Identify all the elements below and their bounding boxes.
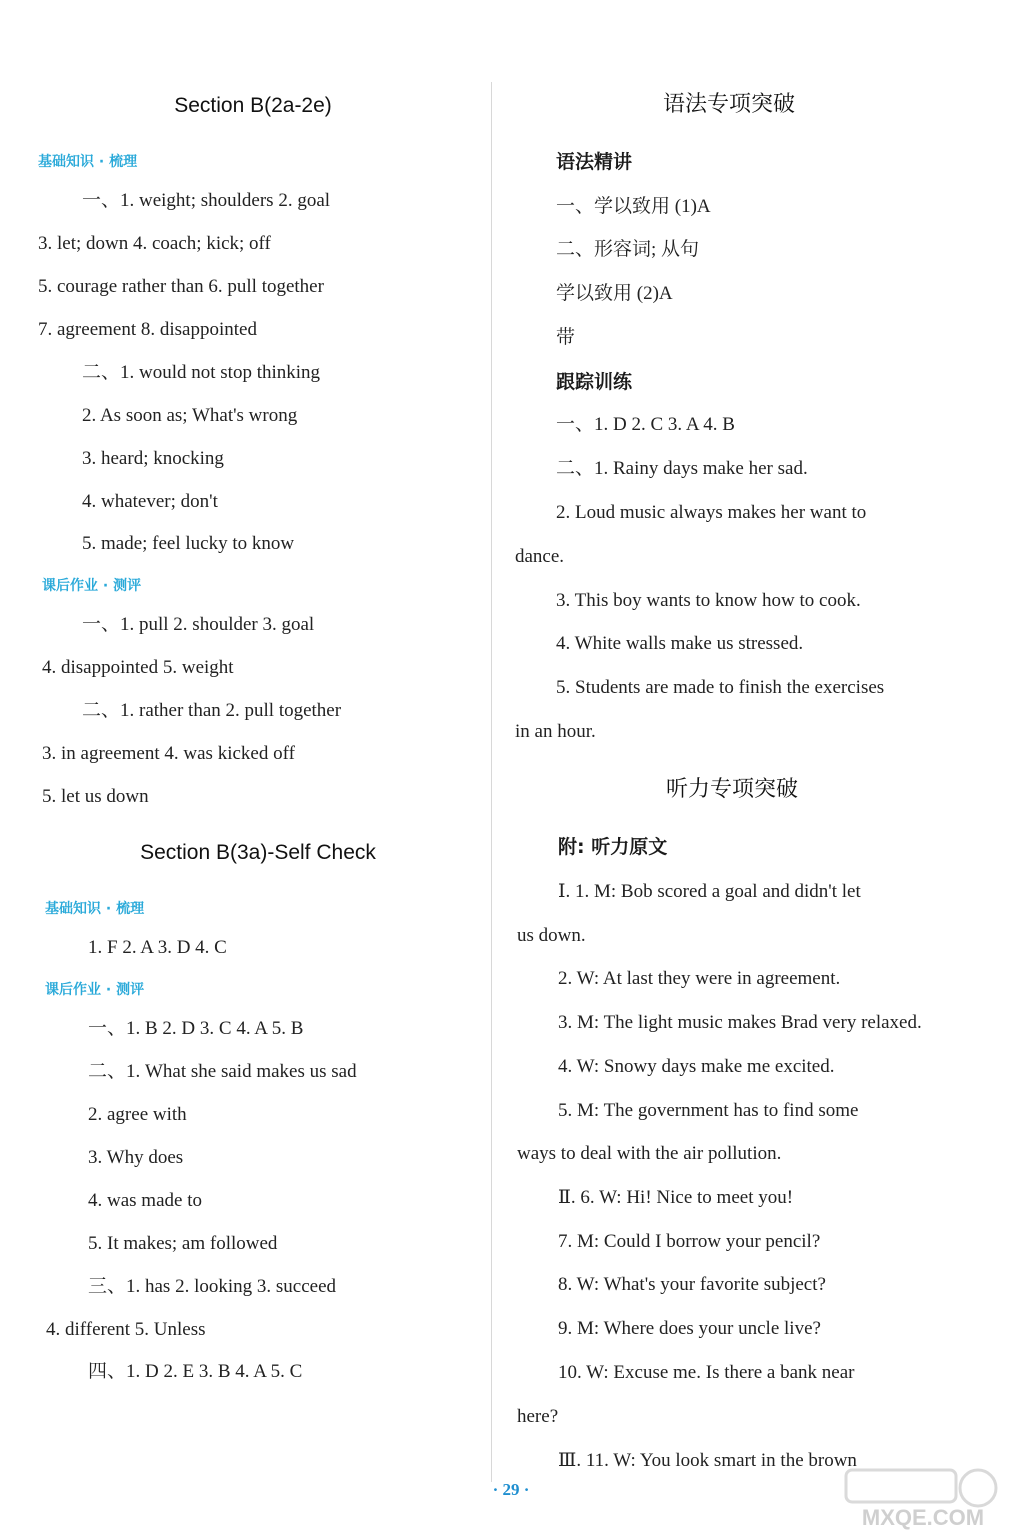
answer-line: 7. agreement 8. disappointed — [38, 319, 257, 340]
section-tag: 课后作业 · 测评 — [45, 982, 145, 998]
column-divider — [491, 82, 492, 1482]
answer-line: 二、形容词; 从句 — [556, 239, 700, 260]
answer-line: 5. let us down — [42, 786, 149, 807]
answer-line: 3. heard; knocking — [82, 448, 224, 469]
answer-line: 5. It makes; am followed — [88, 1233, 278, 1254]
answer-line: dance. — [515, 546, 565, 567]
answer-line: 4. whatever; don't — [82, 491, 218, 512]
answer-line: 5. courage rather than 6. pull together — [38, 276, 324, 297]
answer-line: 1. F 2. A 3. D 4. C — [88, 937, 227, 958]
section-title: Section B(3a)-Self Check — [140, 841, 376, 864]
answer-line: 5. Students are made to finish the exercises — [556, 677, 885, 698]
transcript-line: us down. — [517, 925, 586, 946]
answer-line: 3. in agreement 4. was kicked off — [42, 743, 295, 764]
answer-line: 二、1. What she said makes us sad — [88, 1061, 357, 1082]
section-tag: 课后作业 · 测评 — [42, 578, 142, 594]
section-tag: 基础知识 · 梳理 — [38, 154, 138, 170]
answer-line: 3. This boy wants to know how to cook. — [556, 590, 861, 611]
transcript-line: here? — [517, 1406, 559, 1427]
answer-line: 2. As soon as; What's wrong — [82, 405, 298, 426]
answer-line: 二、1. Rainy days make her sad. — [556, 458, 808, 479]
answer-line: 三、1. has 2. looking 3. succeed — [88, 1276, 337, 1297]
answer-line: 4. different 5. Unless — [46, 1319, 206, 1340]
page-number: · 29 · — [492, 1480, 530, 1499]
answer-line: 二、1. rather than 2. pull together — [82, 700, 342, 721]
answer-line: 2. agree with — [88, 1104, 187, 1125]
answer-line: 4. White walls make us stressed. — [556, 633, 804, 654]
section-title: 语法专项突破 — [662, 92, 795, 117]
answer-line: 2. Loud music always makes her want to — [556, 502, 867, 523]
answer-line: 一、1. B 2. D 3. C 4. A 5. B — [88, 1018, 304, 1039]
answer-line: 四、1. D 2. E 3. B 4. A 5. C — [88, 1361, 303, 1382]
transcript-line: 4. W: Snowy days make me excited. — [558, 1056, 835, 1077]
answer-line: 一、学以致用 (1)A — [556, 196, 711, 217]
watermark-text: MXQE.COM — [861, 1505, 985, 1530]
answer-line: 一、1. weight; shoulders 2. goal — [82, 190, 331, 211]
watermark-logo — [838, 1462, 1008, 1532]
answer-line: 3. Why does — [88, 1147, 184, 1168]
transcript-line: 3. M: The light music makes Brad very relaxed. — [558, 1012, 922, 1033]
transcript-line: 8. W: What's your favorite subject? — [558, 1274, 826, 1295]
answer-line: 一、1. D 2. C 3. A 4. B — [556, 414, 735, 435]
answer-line: 4. was made to — [88, 1190, 202, 1211]
answer-line: in an hour. — [515, 721, 596, 742]
transcript-line: Ⅲ. 11. W: You look smart in the brown — [558, 1450, 857, 1471]
transcript-line: 7. M: Could I borrow your pencil? — [558, 1231, 821, 1252]
transcript-line: 9. M: Where does your uncle live? — [558, 1318, 821, 1339]
transcript-line: 10. W: Excuse me. Is there a bank near — [558, 1362, 855, 1383]
transcript-line: Ⅰ. 1. M: Bob scored a goal and didn't let — [558, 881, 861, 902]
subheading: 跟踪训练 — [556, 371, 633, 393]
answer-line: 学以致用 (2)A — [556, 283, 673, 304]
transcript-line: Ⅱ. 6. W: Hi! Nice to meet you! — [558, 1187, 794, 1208]
answer-line: 二、1. would not stop thinking — [82, 362, 321, 383]
section-title: Section B(2a-2e) — [174, 94, 332, 117]
answer-line: 一、1. pull 2. shoulder 3. goal — [82, 614, 315, 635]
transcript-line: ways to deal with the air pollution. — [517, 1143, 782, 1164]
answer-line: 带 — [556, 327, 576, 348]
transcript-line: 2. W: At last they were in agreement. — [558, 968, 841, 989]
subheading: 语法精讲 — [556, 151, 633, 173]
answer-line: 4. disappointed 5. weight — [42, 657, 234, 678]
transcript-line: 5. M: The government has to find some — [558, 1100, 859, 1121]
section-title: 听力专项突破 — [665, 777, 798, 802]
section-tag: 基础知识 · 梳理 — [45, 901, 145, 917]
answer-line: 5. made; feel lucky to know — [82, 533, 295, 554]
subheading: 附: 听力原文 — [558, 836, 668, 858]
answer-line: 3. let; down 4. coach; kick; off — [38, 233, 271, 254]
